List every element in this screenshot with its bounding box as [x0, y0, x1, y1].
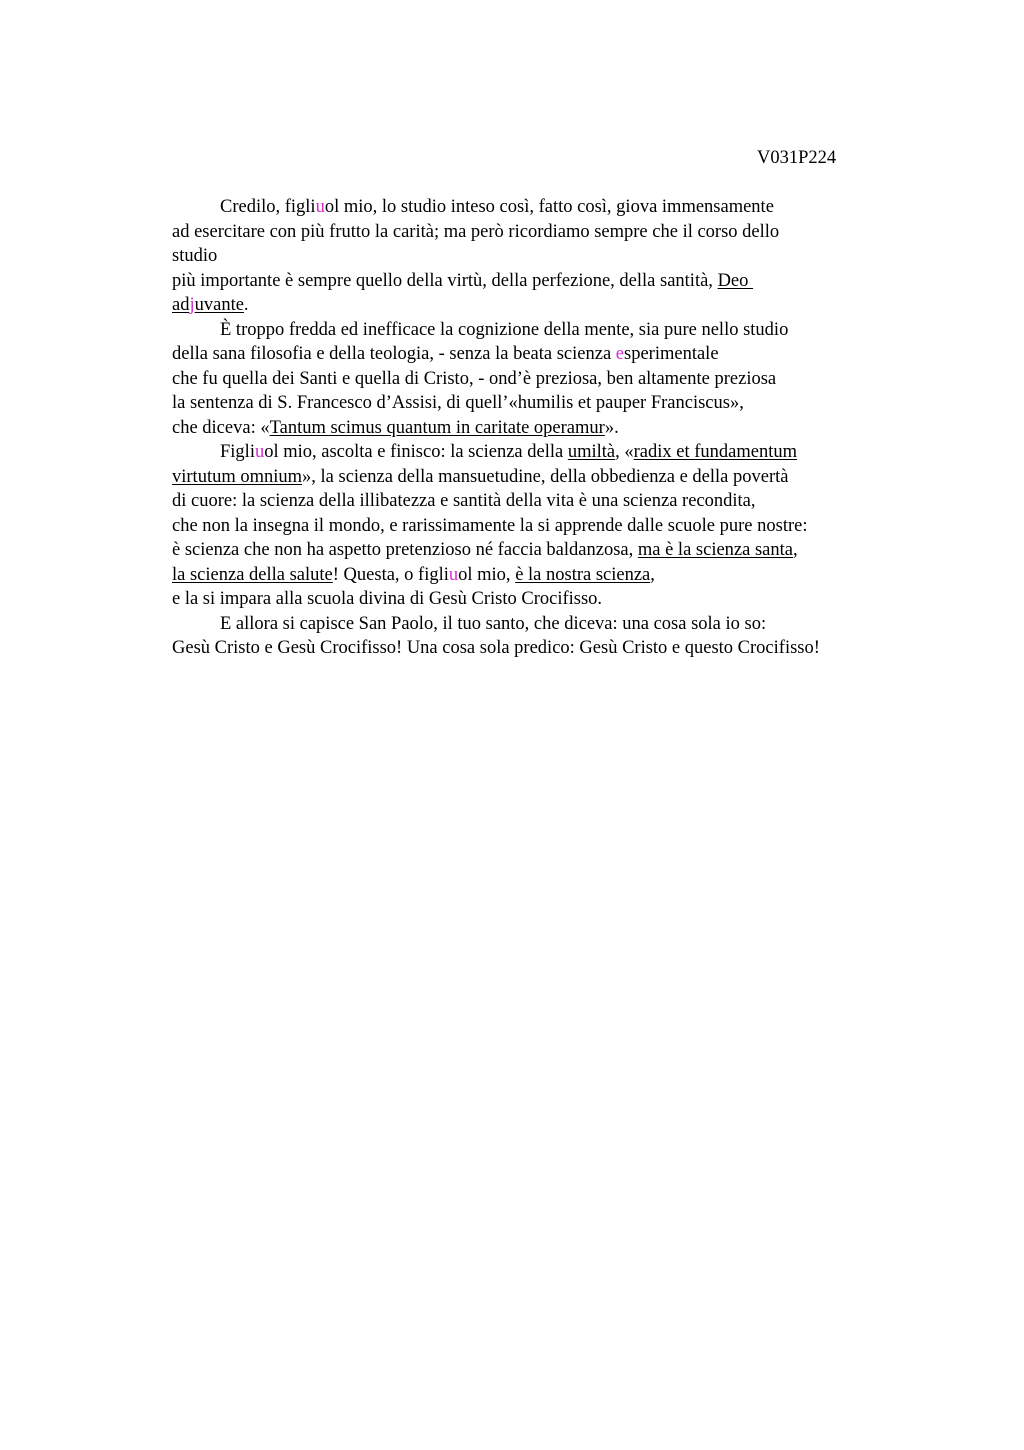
text-segment: ». [604, 417, 619, 438]
underlined-text: virtutum omnium [172, 466, 303, 487]
text-line [172, 244, 912, 269]
text-segment: che non la insegna il mondo, e rarissimamente la si apprende dalle scuole pure nostre: [172, 515, 808, 536]
underlined-text: Tantum scimus quantum in caritate operamur [269, 417, 605, 438]
text-line [172, 514, 912, 539]
text-segment: Gesù Cristo e Gesù Crocifisso! Una cosa sola predico: Gesù Cristo e questo Crocifisso! [172, 638, 820, 658]
text-segment: studio [172, 246, 218, 266]
text-segment: più importante è sempre quello della virtù, della perfezione, della santità, [172, 270, 718, 291]
text-segment: che diceva: « [172, 417, 270, 438]
text-line [172, 538, 912, 563]
text-segment: e la si impara alla scuola divina di Gesù Cristo Crocifisso. [172, 589, 603, 609]
text-line [172, 587, 912, 612]
text-segment: E allora si capisce San Paolo, il tuo santo, che diceva: una cosa sola io so: [220, 613, 767, 634]
text-segment: di cuore: la scienza della illibatezza e santità della vita è una scienza recondita, [172, 491, 756, 511]
text-segment: , [792, 540, 798, 560]
underlined-text: la scienza della salute [172, 564, 333, 585]
text-segment: ad esercitare con più frutto la carità; ma però ricordiamo sempre che il corso dello [172, 221, 780, 242]
text-segment: della sana filosofia e della teologia, - senza la beata scienza [172, 344, 616, 364]
text-segment: È troppo fredda ed inefficace la cognizione della mente, sia pure nello studio [220, 319, 789, 340]
text-segment: ! Questa, o figli [332, 564, 449, 585]
text-line [172, 563, 912, 588]
text-segment: , « [615, 442, 634, 462]
text-segment: è scienza che non ha aspetto pretenzioso né faccia baldanzosa, [172, 540, 638, 560]
text-segment: Credilo, figli [220, 197, 316, 217]
highlighted-letter: j [189, 295, 195, 315]
text-segment: ol mio, ascolta e finisco: la scienza della [264, 442, 568, 462]
underlined-text: Deo [717, 270, 754, 291]
text-line [172, 342, 912, 367]
highlighted-letter: e [615, 344, 625, 364]
text-segment: », la scienza della mansuetudine, della obbedienza e della povertà [302, 466, 789, 487]
underlined-text: uvante [194, 295, 244, 315]
underlined-text: umiltà [567, 442, 616, 462]
underlined-text: radix et fundamentum [633, 442, 797, 462]
text-line [172, 220, 912, 245]
text-line [172, 489, 912, 514]
text-segment: ol mio, lo studio inteso così, fatto così, giova immensamente [324, 197, 774, 217]
text-segment: . [243, 295, 249, 315]
text-segment: Figli [220, 442, 255, 462]
text-line [172, 269, 912, 294]
text-line [172, 612, 912, 637]
highlighted-letter: u [254, 442, 265, 462]
page-code: V031P224 [757, 148, 837, 168]
underlined-text: è la nostra scienza [515, 564, 651, 585]
document-body [172, 195, 912, 661]
text-line [172, 367, 912, 392]
highlighted-letter: u [448, 564, 459, 585]
text-line [172, 636, 912, 661]
text-line [172, 318, 912, 343]
text-segment: ol mio, [458, 564, 516, 585]
text-segment: , [650, 564, 655, 585]
underlined-text: ad [172, 295, 190, 315]
highlighted-letter: u [315, 197, 325, 217]
text-segment: la sentenza di S. Francesco d’Assisi, di quell’«humilis et pauper Franciscus», [172, 393, 744, 413]
text-segment: sperimentale [624, 344, 719, 364]
text-line [172, 391, 912, 416]
text-line [172, 195, 912, 220]
text-line [172, 465, 912, 490]
text-line [172, 416, 912, 441]
underlined-text: ma è la scienza santa [637, 540, 793, 560]
text-line [172, 293, 912, 318]
text-line [172, 440, 912, 465]
text-segment: che fu quella dei Santi e quella di Cristo, - ond’è preziosa, ben altamente preziosa [172, 368, 777, 389]
